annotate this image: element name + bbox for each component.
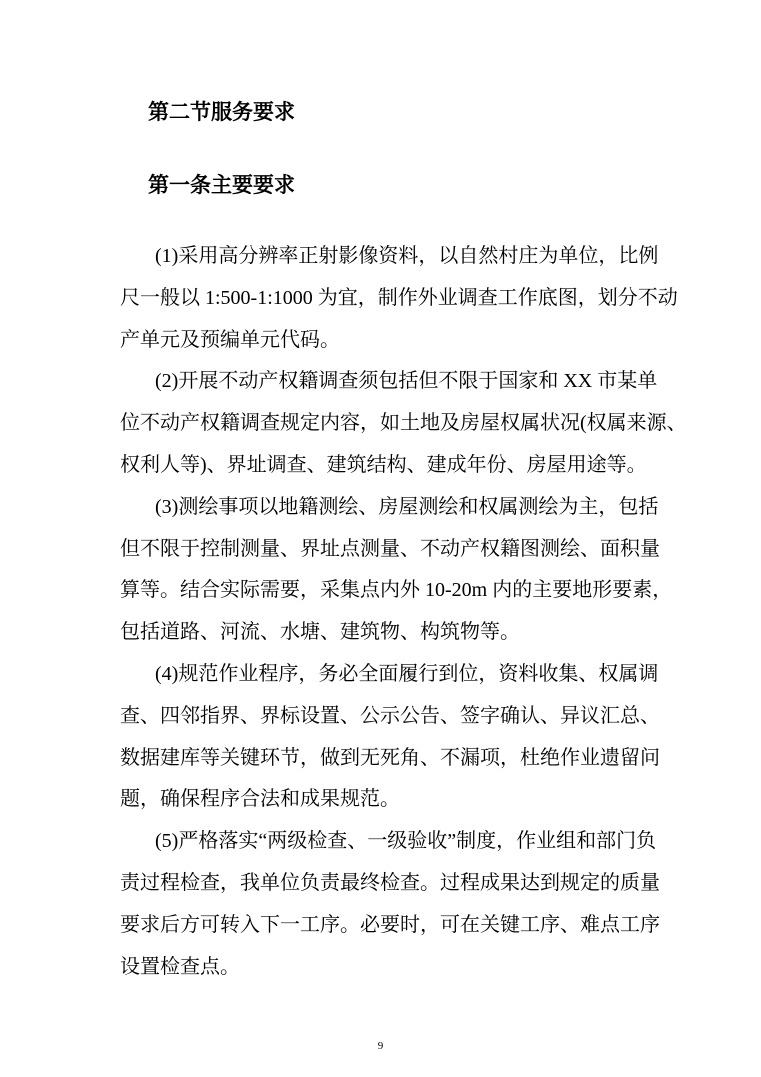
paragraph [120,361,687,486]
paragraph-line: 责过程检查，我单位负责最终检查。过程成果达到规定的质量 [120,871,660,894]
document-body [120,236,687,988]
page-number: 9 [377,1040,384,1052]
paragraph-line: 算等。结合实际需要，采集点内外 10-20m 内的主要地形要素， [120,579,673,602]
paragraph-line: 要求后方可转入下一工序。必要时，可在关键工序、难点工序 [120,913,660,936]
paragraph-line: (3)测绘事项以地籍测绘、房屋测绘和权属测绘为主，包括 [155,495,659,518]
paragraph-line: 尺一般以 1:500-1:1000 为宜，制作外业调查工作底图，划分不动 [120,286,678,309]
paragraph [120,236,678,361]
paragraph-line: 题，确保程序合法和成果规范。 [120,788,400,811]
paragraph-line: (4)规范作业程序，务必全面履行到位，资料收集、权属调 [155,662,659,685]
paragraph [120,821,660,988]
paragraph-line: 查、四邻指界、界标设置、公示公告、签字确认、异议汇总、 [120,704,660,727]
paragraph [120,487,673,654]
paragraph-line: (2)开展不动产权籍调查须包括但不限于国家和 XX 市某单 [155,370,658,393]
paragraph [120,654,660,821]
paragraph-line: 权利人等)、界址调查、建筑结构、建成年份、房屋用途等。 [120,453,647,476]
section-title: 第二节服务要求 [148,100,295,124]
paragraph-line: 设置检查点。 [120,955,240,978]
paragraph-line: (5)严格落实“两级检查、一级验收”制度，作业组和部门负 [155,830,657,853]
paragraph-line: (1)采用高分辨率正射影像资料，以自然村庄为单位，比例 [155,245,659,267]
paragraph-line: 产单元及预编单元代码。 [120,328,340,351]
paragraph-line: 位不动产权籍调查规定内容，如土地及房屋权属状况(权属来源、 [120,412,687,435]
paragraph-line: 但不限于控制测量、界址点测量、不动产权籍图测绘、面积量 [120,537,660,560]
article-title: 第一条主要要求 [148,173,295,197]
paragraph-line: 数据建库等关键环节，做到无死角、不漏项，杜绝作业遗留问 [120,746,660,769]
paragraph-line: 包括道路、河流、水塘、建筑物、构筑物等。 [120,621,520,644]
